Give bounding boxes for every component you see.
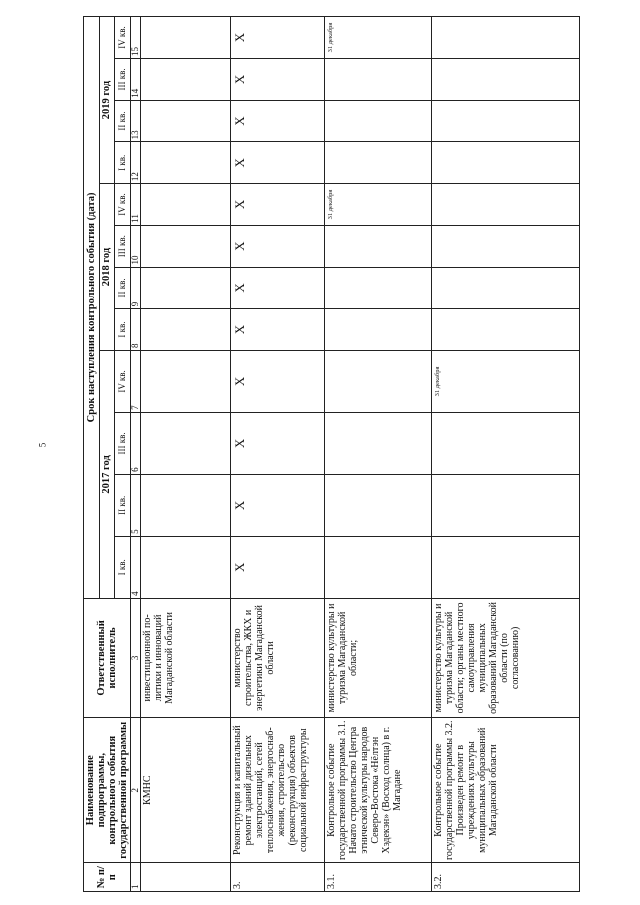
term-cell: X: [231, 142, 325, 184]
term-cell: [141, 100, 231, 142]
row-executor: инвестиционной по-литики и инноваций Магаданской области: [141, 598, 231, 717]
term-cell: X: [231, 225, 325, 267]
term-cell: [141, 350, 231, 412]
term-cell: [141, 309, 231, 351]
term-cell: [325, 142, 432, 184]
row-number: [141, 863, 231, 892]
term-cell: [141, 536, 231, 598]
header-quarter: IV кв.: [115, 350, 131, 412]
term-cell: 31 декабря: [325, 17, 432, 59]
table-row: [325, 17, 432, 892]
term-cell: X: [231, 100, 325, 142]
term-cell: [432, 184, 580, 226]
header-quarter: III кв.: [115, 412, 131, 474]
header-quarter: II кв.: [115, 100, 131, 142]
term-cell: [432, 17, 580, 59]
term-cell: [432, 267, 580, 309]
header-quarter: III кв.: [115, 225, 131, 267]
row-number: 3.1.: [325, 863, 432, 892]
term-cell: [432, 59, 580, 101]
term-cell: X: [231, 17, 325, 59]
term-cell: [141, 267, 231, 309]
term-cell: [325, 225, 432, 267]
term-cell: [432, 536, 580, 598]
header-terms: Срок наступления контрольного события (дата): [84, 17, 100, 599]
term-cell: [432, 225, 580, 267]
term-cell: [325, 474, 432, 536]
term-cell: [141, 59, 231, 101]
row-executor: министерство строительства, ЖКХ и энергетики Магаданской области: [231, 598, 325, 717]
column-number: 1: [131, 863, 141, 892]
term-cell: [432, 142, 580, 184]
header-executor: Ответственный исполнитель: [84, 598, 131, 717]
term-cell: [141, 17, 231, 59]
header-year-2018: 2018 год: [99, 184, 115, 351]
term-cell: [141, 184, 231, 226]
column-number: 2: [131, 718, 141, 863]
row-name: Контрольное событие государственной программы 3.1. Начато строительство Центра этнической культуры народов Северо-Востока «Нёлтэн Хэдекэн» (Восход солнца) в г. Магадане: [325, 718, 432, 863]
term-cell: [141, 225, 231, 267]
column-number: 12: [131, 142, 141, 184]
table-row: [141, 17, 231, 892]
column-numbers-row: [131, 17, 141, 892]
term-cell: [141, 142, 231, 184]
term-cell: X: [231, 267, 325, 309]
term-cell: 31 декабря: [325, 184, 432, 226]
column-number: 3: [131, 598, 141, 717]
term-cell: [325, 350, 432, 412]
header-quarter: I кв.: [115, 309, 131, 351]
header-year-2019: 2019 год: [99, 17, 115, 184]
term-cell: [432, 100, 580, 142]
column-number: 13: [131, 100, 141, 142]
header-quarter: I кв.: [115, 536, 131, 598]
row-name: Реконструкция и капитальный ремонт зданий дизельных электростанций, сетей теплоснабжения, энергоснаб-жения, строительство (реконструкция) объектов социальной инфраструктуры: [231, 718, 325, 863]
header-quarter: IV кв.: [115, 17, 131, 59]
header-quarter: II кв.: [115, 267, 131, 309]
term-cell: [325, 100, 432, 142]
row-name: Контрольное событие государственной программы 3.2. Произведен ремонт в учреждениях культуры муниципальных образований Магаданской области: [432, 718, 580, 863]
header-year-2017: 2017 год: [99, 350, 115, 598]
term-cell: [325, 309, 432, 351]
column-number: 15: [131, 17, 141, 59]
row-executor: министерство культуры и туризма Магаданской области;: [325, 598, 432, 717]
header-quarter: III кв.: [115, 59, 131, 101]
column-number: 6: [131, 412, 141, 474]
term-cell: 31 декабря: [432, 350, 580, 412]
term-cell: [432, 412, 580, 474]
term-cell: [325, 536, 432, 598]
header-num: № п/п: [84, 863, 131, 892]
term-cell: X: [231, 59, 325, 101]
row-name: КМНС: [141, 718, 231, 863]
term-cell: X: [231, 412, 325, 474]
row-number: 3.2.: [432, 863, 580, 892]
term-cell: [432, 309, 580, 351]
term-cell: [325, 412, 432, 474]
term-cell: [325, 59, 432, 101]
column-number: 9: [131, 267, 141, 309]
control-events-table: [83, 16, 580, 892]
table-row: [432, 17, 580, 892]
rotated-table-wrapper: [83, 16, 583, 892]
header-quarter: I кв.: [115, 142, 131, 184]
term-cell: X: [231, 309, 325, 351]
column-number: 10: [131, 225, 141, 267]
page-number: 5: [37, 442, 48, 448]
term-cell: X: [231, 350, 325, 412]
term-cell: X: [231, 184, 325, 226]
header-quarter: II кв.: [115, 474, 131, 536]
term-cell: [325, 267, 432, 309]
column-number: 7: [131, 350, 141, 412]
term-cell: [141, 412, 231, 474]
table-row: [231, 17, 325, 892]
header-name: Наименование подпрограммы, контрольного события государственной программы: [84, 718, 131, 863]
row-number: 3.: [231, 863, 325, 892]
row-executor: министерство культуры и туризма Магаданской области; органы местного самоуправления муниципальных образований Магаданской области (по согласованию): [432, 598, 580, 717]
column-number: 5: [131, 474, 141, 536]
header-quarter: IV кв.: [115, 184, 131, 226]
column-number: 4: [131, 536, 141, 598]
column-number: 8: [131, 309, 141, 351]
term-cell: X: [231, 474, 325, 536]
column-number: 14: [131, 59, 141, 101]
term-cell: X: [231, 536, 325, 598]
term-cell: [432, 474, 580, 536]
column-number: 11: [131, 184, 141, 226]
term-cell: [141, 474, 231, 536]
